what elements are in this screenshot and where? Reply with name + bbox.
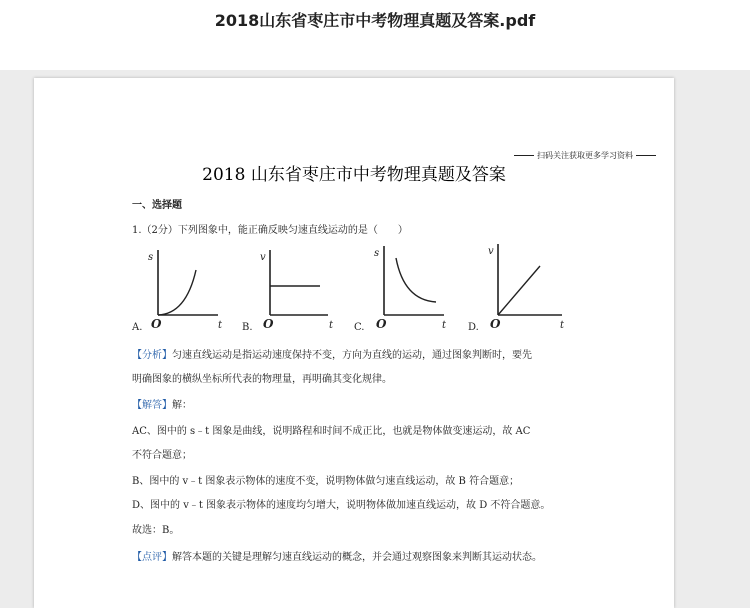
graph-b-origin: O — [263, 317, 274, 331]
graph-b — [242, 250, 334, 333]
graph-c-x-label: t — [442, 320, 447, 331]
comment-line — [132, 548, 542, 563]
solution-line: 不符合题意； — [132, 450, 192, 461]
graph-a-origin: O — [151, 317, 162, 331]
solution-line: B、图中的 v﹣t 图象表示物体的速度不变，说明物体做匀速直线运动，故 B 符合题意； — [132, 476, 520, 487]
graph-a-x-label: t — [218, 320, 223, 331]
graph-d-origin: O — [490, 317, 501, 331]
document-title: 2018 山东省枣庄市中考物理真题及答案 — [202, 165, 506, 185]
graph-c-option-label: C. — [354, 322, 365, 333]
pdf-page — [34, 78, 674, 608]
graph-d — [468, 244, 565, 333]
graph-a — [131, 250, 223, 333]
analysis-tag: 【分析】 — [132, 350, 172, 361]
solution-intro: 解： — [172, 400, 192, 411]
graph-a-option-label: A. — [132, 322, 143, 333]
promo-text: 扫码关注获取更多学习资料 — [537, 151, 633, 160]
graph-c — [354, 246, 447, 333]
question-text: 1.（2分）下列图象中，能正确反映匀速直线运动的是（ ） — [132, 225, 408, 236]
graph-d-y-label: v — [488, 246, 494, 257]
viewer-header — [0, 0, 750, 70]
graph-d-x-label: t — [560, 320, 565, 331]
graph-c-y-label: s — [374, 248, 380, 259]
solution-tag: 【解答】 — [132, 400, 172, 411]
section-heading: 一、选择题 — [132, 200, 182, 211]
solution-line: D、图中的 v﹣t 图象表示物体的速度均匀增大，说明物体做加速直线运动，故 D 不符合题意。 — [132, 500, 551, 511]
analysis-line-2: 明确图象的横纵坐标所代表的物理量，再明确其变化规律。 — [132, 374, 392, 385]
comment-text: 解答本题的关键是理解匀速直线运动的概念，并会通过观察图象来判断其运动状态。 — [172, 552, 542, 563]
option-graphs — [34, 78, 674, 348]
solution-header — [132, 396, 192, 411]
solution-line: 故选：B。 — [132, 525, 180, 536]
graph-b-y-label: v — [260, 252, 266, 263]
graph-d-curve — [498, 266, 540, 315]
graph-c-curve — [396, 258, 436, 302]
comment-tag: 【点评】 — [132, 552, 172, 563]
graph-b-option-label: B. — [242, 322, 253, 333]
file-title: 2018山东省枣庄市中考物理真题及答案.pdf — [214, 11, 536, 30]
solution-line: AC、图中的 s﹣t 图象是曲线，说明路程和时间不成正比，也就是物体做变速运动，故 AC — [132, 426, 531, 437]
analysis-text-1: 匀速直线运动是指运动速度保持不变，方向为直线的运动，通过图象判断时，要先 — [172, 350, 532, 361]
graph-a-curve — [158, 270, 196, 315]
graph-a-y-label: s — [148, 252, 154, 263]
graph-d-option-label: D. — [468, 322, 479, 333]
graph-b-x-label: t — [329, 320, 334, 331]
graph-c-origin: O — [376, 317, 387, 331]
analysis-line-1 — [132, 346, 532, 361]
